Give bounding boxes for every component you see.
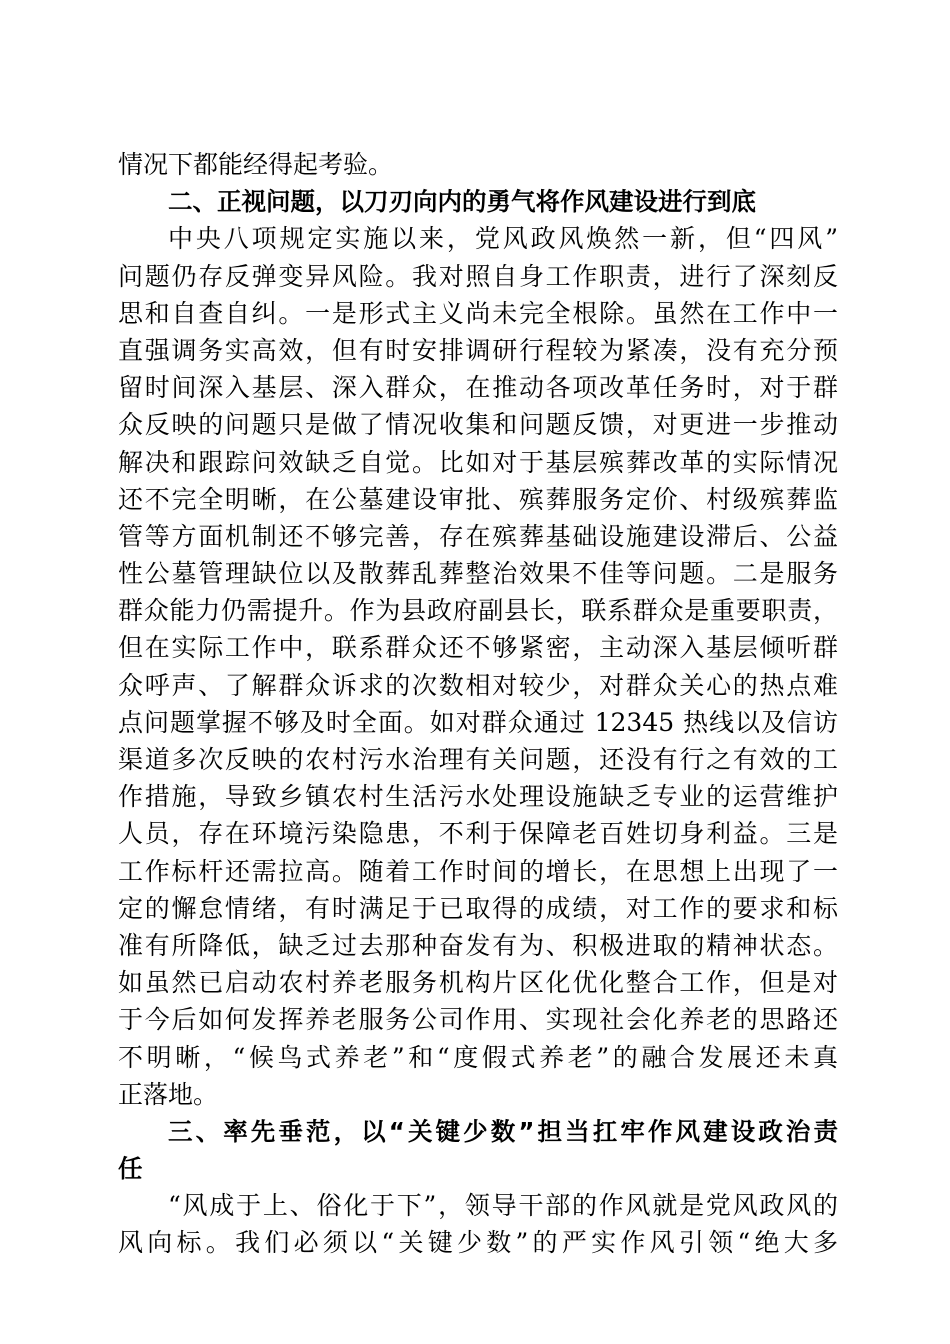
paragraph-line: 直强调务实高效，但有时安排调研行程较为紧凑，没有充分预	[118, 335, 838, 365]
paragraph-line: 定的懈怠情绪，有时满足于已取得的成绩，对工作的要求和标	[118, 893, 838, 923]
paragraph-line: 解决和跟踪问效缺乏自觉。比如对于基层殡葬改革的实际情况	[118, 447, 838, 477]
paragraph-line: 管等方面机制还不够完善，存在殡葬基础设施建设滞后、公益	[118, 521, 838, 551]
paragraph-line: 渠道多次反映的农村污水治理有关问题，还没有行之有效的工	[118, 745, 838, 774]
paragraph-line: 准有所降低，缺乏过去那种奋发有为、积极进取的精神状态。	[118, 930, 838, 960]
paragraph-line: 还不完全明晰，在公墓建设审批、殡葬服务定价、村级殡葬监	[118, 484, 838, 514]
paragraph-line: 工作标杆还需拉高。随着工作时间的增长，在思想上出现了一	[118, 856, 838, 886]
paragraph-line: 众反映的问题只是做了情况收集和问题反馈，对更进一步推动	[118, 410, 838, 440]
paragraph-line: 不明晰，“候鸟式养老”和“度假式养老”的融合发展还未真	[118, 1042, 838, 1072]
paragraph-line: 问题仍存反弹变异风险。我对照自身工作职责，进行了深刻反	[118, 261, 838, 291]
paragraph-line: 性公墓管理缺位以及散葬乱葬整治效果不佳等问题。二是服务	[118, 559, 838, 589]
paragraph-line: 正落地。	[118, 1079, 219, 1109]
paragraph-line: 点问题掌握不够及时全面。如对群众通过 12345 热线以及信访	[118, 707, 838, 737]
section-heading-3-continued: 任	[118, 1154, 143, 1184]
paragraph-line: 风向标。我们必须以“关键少数”的严实作风引领“绝大多	[118, 1228, 838, 1258]
paragraph-line: 留时间深入基层、深入群众，在推动各项改革任务时，对于群	[118, 373, 838, 403]
paragraph-line: 中央八项规定实施以来，党风政风焕然一新，但“四风”	[168, 224, 838, 254]
paragraph-line: 人员，存在环境污染隐患，不利于保障老百姓切身利益。三是	[118, 819, 838, 849]
paragraph-line: 但在实际工作中，联系群众还不够紧密，主动深入基层倾听群	[118, 633, 838, 663]
document-page	[118, 146, 838, 1262]
paragraph-line: 如虽然已启动农村养老服务机构片区化优化整合工作，但是对	[118, 968, 838, 998]
paragraph-line: 作措施，导致乡镇农村生活污水处理设施缺乏专业的运营维护	[118, 782, 838, 812]
section-heading-3: 三、率先垂范，以“关键少数”担当扛牢作风建设政治责	[168, 1116, 838, 1146]
section-heading-2: 二、正视问题，以刀刃向内的勇气将作风建设进行到底	[168, 187, 756, 217]
paragraph-line: 思和自查自纠。一是形式主义尚未完全根除。虽然在工作中一	[118, 298, 838, 328]
paragraph-line: 情况下都能经得起考验。	[118, 150, 394, 179]
paragraph-line: 于今后如何发挥养老服务公司作用、实现社会化养老的思路还	[118, 1005, 838, 1035]
paragraph-line: 群众能力仍需提升。作为县政府副县长，联系群众是重要职责，	[118, 596, 838, 626]
paragraph-line: “风成于上、俗化于下”，领导干部的作风就是党风政风的	[168, 1191, 838, 1221]
paragraph-line: 众呼声、了解群众诉求的次数相对较少，对群众关心的热点难	[118, 670, 838, 700]
